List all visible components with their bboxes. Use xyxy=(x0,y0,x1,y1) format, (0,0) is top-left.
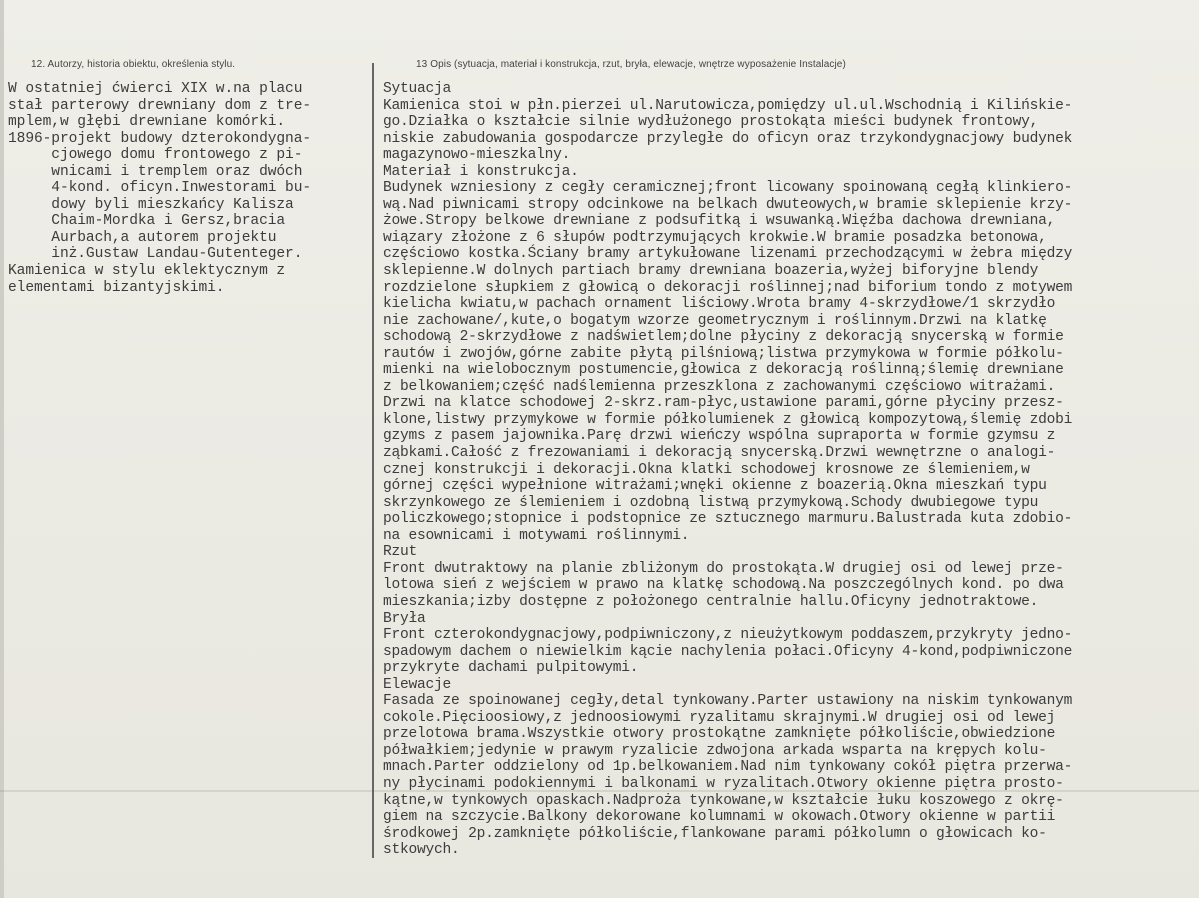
text-line: kielicha kwiatu,w pachach ornament liściowy.Wrota bramy 4-skrzydłowe/1 skrzydło xyxy=(383,296,1056,313)
text-line: ząbkami.Całość z frezowaniami i dekoracją snycerską.Drzwi wewnętrzne o analogi- xyxy=(383,445,1056,462)
text-line: wiązary złożone z 6 słupów podtrzymujących krokwie.W bramie posadzka betonowa, xyxy=(383,229,1047,246)
text-line: Fasada ze spoinowanej cegły,detal tynkowany.Parter ustawiony na niskim tynkowanym xyxy=(383,693,1073,710)
text-line: sklepienne.W dolnych partiach bramy drewniana boazeria,wyżej biforyjne blendy xyxy=(383,263,1039,280)
text-line: Chaim-Mordka i Gersz,bracia xyxy=(8,213,286,230)
text-line: mieszkania;izby dostępne z położonego centralnie hallu.Oficyny jednotraktowe. xyxy=(383,593,1039,610)
text-line: rautów i zwojów,górne zabite płytą pilśniową;listwa przymykowa w formie półkolu- xyxy=(383,345,1064,362)
text-line: z belkowaniem;część nadślemienna przeszklona z zachowanymi częściowo witrażami. xyxy=(383,378,1056,395)
text-line: Drzwi na klatce schodowej 2-skrz.ram-płyc,ustawione parami,górne płyciny przesz- xyxy=(383,395,1064,412)
text-line: Kamienica w stylu eklektycznym z xyxy=(8,263,286,280)
text-line: klone,listwy przymykowe w formie półkolumienek z głowicą kompozytową,ślemię zdobi xyxy=(383,411,1073,428)
text-line: dowy byli mieszkańcy Kalisza xyxy=(8,196,294,213)
text-line: 1896-projekt budowy dzterokondygna- xyxy=(8,130,312,147)
text-line: Aurbach,a autorem projektu xyxy=(8,229,277,246)
text-line: na esownicami i motywami roślinnymi. xyxy=(383,527,690,544)
text-line: magazynowo-mieszkalny. xyxy=(383,147,571,164)
text-line: giem na szczycie.Balkony dekorowane kolumnami w okowach.Otwory okienne w partii xyxy=(383,809,1056,826)
text-line: mplem,w głębi drewniane komórki. xyxy=(8,114,286,131)
text-line: Bryła xyxy=(383,610,426,627)
text-line: rozdzielone słupkiem z głowicą o dekoracji roślinnej;nad biforium tondo z motywem xyxy=(383,279,1073,296)
text-line: żowe.Stropy belkowe drewniane z podsufitką i wsuwanką.Więźba dachowa drewniana, xyxy=(383,213,1056,230)
section-13-heading: 13 Opis (sytuacja, materiał i konstrukcja, rzut, bryła, elewacje, wnętrze wyposażenie Instalacje) xyxy=(416,59,846,70)
authors-history-text xyxy=(8,81,370,296)
text-line: skrzynkowego ze ślemieniem i ozdobną listwą przymykową.Schody dwubiegowe typu xyxy=(383,494,1039,511)
text-line: nie zachowane/,kute,o bogatym wzorze geometrycznym i roślinnym.Drzwi na klatkę xyxy=(383,312,1047,329)
text-line: stkowych. xyxy=(383,842,460,859)
text-line: górnej części wypełnione witrażami;wnęki okienne z boazerią.Okna mieszkań typu xyxy=(383,478,1047,495)
text-line: Sytuacja xyxy=(383,81,452,97)
text-line: cjowego domu frontowego z pi- xyxy=(8,147,303,164)
text-line: Budynek wzniesiony z cegły ceramicznej;front licowany spoinowaną cegłą klinkiero- xyxy=(383,180,1073,197)
text-line: 4-kond. oficyn.Inwestorami bu- xyxy=(8,180,312,197)
text-line: środkowej 2p.zamknięte półkoliście,flankowane parami półkolumn o głowicach ko- xyxy=(383,825,1047,842)
text-line: elementami bizantyjskimi. xyxy=(8,279,225,296)
text-line: Materiał i konstrukcja. xyxy=(383,163,579,180)
text-line: wą.Nad piwnicami stropy odcinkowe na belkach dwuteowych,w bramie sklepienie krzy- xyxy=(383,196,1073,213)
text-line: częściowo kostka.Ściany bramy artykułowane lizenami przechodzącymi w żebra między xyxy=(383,246,1073,263)
section-12-heading: 12. Autorzy, historia obiektu, określenia stylu. xyxy=(31,59,236,70)
text-line: mienki na wielobocznym postumencie,głowica z dekoracją roślinną;ślemię drewniane xyxy=(383,362,1064,379)
text-line: schodową 2-skrzydłowe z nadświetlem;dolne płyciny z dekoracją snycerską w formie xyxy=(383,329,1064,346)
text-line: wnicami i tremplem oraz dwóch xyxy=(8,163,303,180)
text-line: ny płycinami podokiennymi i balkonami w ryzalitach.Otwory okienne piętra prosto- xyxy=(383,775,1064,792)
text-line: półwałkiem;jedynie w prawym ryzalicie zdwojona arkada wsparta na krępych kolu- xyxy=(383,742,1047,759)
text-line: inż.Gustaw Landau-Gutenteger. xyxy=(8,246,303,263)
text-line: niskie zabudowania gospodarcze przyległe do oficyn oraz trzykondygnacjowy budynek xyxy=(383,130,1073,147)
text-line: W ostatniej ćwierci XIX w.na placu xyxy=(8,81,303,97)
text-line: Kamienica stoi w płn.pierzei ul.Narutowicza,pomiędzy ul.ul.Wschodnią i Kilińskie- xyxy=(383,97,1073,114)
text-line: Rzut xyxy=(383,544,418,561)
text-line: Elewacje xyxy=(383,676,452,693)
text-line: kątne,w tynkowych opaskach.Nadproża tynkowane,w kształcie łuku koszowego z okrę- xyxy=(383,792,1064,809)
text-line: stał parterowy drewniany dom z tre- xyxy=(8,97,312,114)
text-line: gzyms z pasem jajownika.Parę drzwi wieńczy wspólna supraporta w formie gzymsu z xyxy=(383,428,1056,445)
text-line: mnach.Parter oddzielony od 1p.belkowaniem.Nad nim tynkowany cokół piętra przerwa- xyxy=(383,759,1073,776)
text-line: policzkowego;stopnice i podstopnice ze sztucznego marmuru.Balustrada kuta zdobio- xyxy=(383,511,1073,528)
text-line: przykryte dachami pulpitowymi. xyxy=(383,660,639,677)
text-line: spadowym dachem o niewielkim kącie nachylenia połaci.Oficyny 4-kond,podpiwniczone xyxy=(383,643,1073,660)
text-line: lotowa sień z wejściem w prawo na klatkę schodową.Na poszczególnych kond. po dwa xyxy=(383,577,1064,594)
text-line: przelotowa brama.Wszystkie otwory prostokątne zamknięte półkoliście,obwiedzione xyxy=(383,726,1056,743)
text-line: cokole.Pięcioosiowy,z jednoosiowymi ryzalitamu skrajnymi.W drugiej osi od lewej xyxy=(383,709,1056,726)
text-line: Front dwutraktowy na planie zbliżonym do prostokąta.W drugiej osi od lewej prze- xyxy=(383,560,1064,577)
description-text xyxy=(383,81,1199,859)
text-line: cznej konstrukcji i dekoracji.Okna klatki schodowej krosnowe ze ślemieniem,w xyxy=(383,461,1030,478)
text-line: go.Działka o kształcie silnie wydłużonego prostokąta mieści budynek frontowy, xyxy=(383,114,1039,131)
text-line: Front czterokondygnacjowy,podpiwniczony,z nieużytkowym poddaszem,przykryty jedno- xyxy=(383,627,1073,644)
column-divider xyxy=(372,63,374,858)
page-edge xyxy=(0,0,4,898)
